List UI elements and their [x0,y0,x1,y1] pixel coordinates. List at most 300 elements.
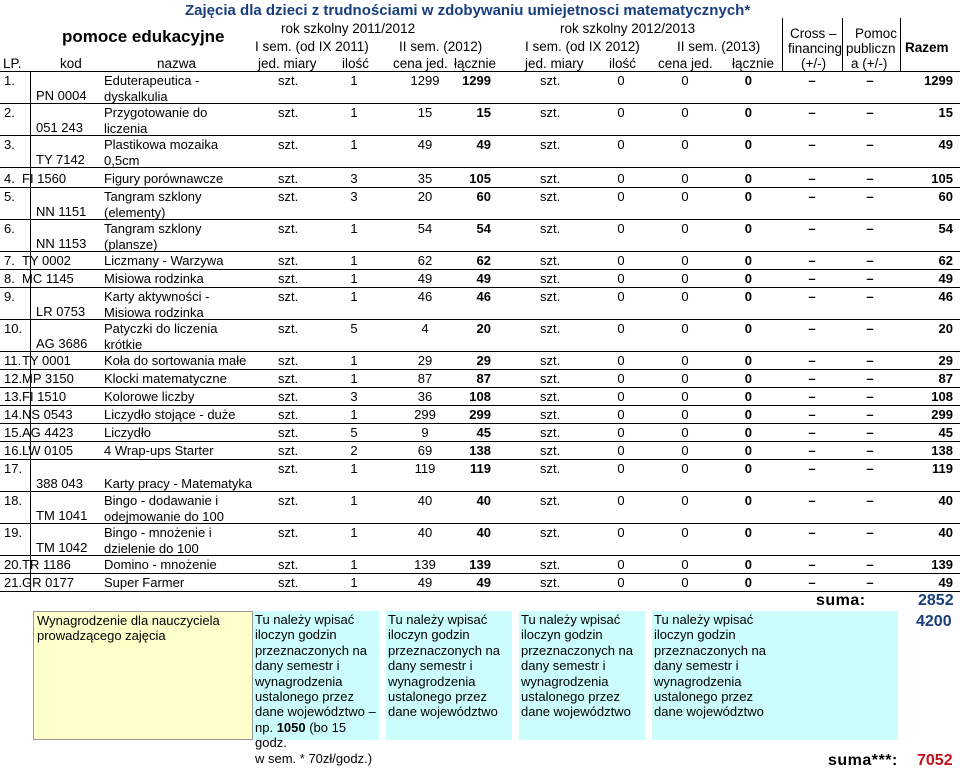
cell-jm2: szt. [540,171,561,186]
cell-pomoc: – [866,371,874,386]
cell-cross: – [808,321,816,336]
cell-lp: 4. [4,171,15,186]
cell-lp: 12. [4,371,23,386]
cell-razem: 60 [938,189,953,204]
cell-jm2: szt. [540,461,561,476]
cell-kod: TM 1041 [36,508,88,523]
header-cross-1: Cross – [790,26,837,41]
cell-jm2: szt. [540,525,561,540]
cell-lacznie: 299 [469,407,491,422]
cell-jm: szt. [278,271,299,286]
header-pomoc-1: Pomoc [855,26,898,41]
cell-nazwa: Super Farmer [104,575,185,590]
cell-lp: 16. [4,443,23,458]
cell-cena2: 0 [681,371,689,386]
cell-nazwa: Patyczki do liczenia [104,321,218,336]
note-line: dany semestr i [654,658,739,674]
cell-nazwa: Koła do sortowania małe [104,353,247,368]
cell-cena2: 0 [681,575,689,590]
cell-kod: AG 3686 [36,336,88,351]
col-cena1: cena jed. [393,56,448,71]
cell-cena: 29 [417,353,433,368]
grid-line [900,18,901,71]
cell-cena2: 0 [681,321,689,336]
cell-cena2: 0 [681,461,689,476]
note-line: iloczyn godzin [654,627,736,643]
cell-cena2: 0 [681,271,689,286]
cell-pomoc: – [866,189,874,204]
cell-jm2: szt. [540,221,561,236]
cell-cena2: 0 [681,137,689,152]
cell-kod: AG 4423 [22,425,74,440]
cell-jm2: szt. [540,321,561,336]
cell-lacznie2: 0 [744,371,752,386]
cell-lacznie: 49 [476,271,491,286]
cell-kod: TY 0001 [22,353,71,368]
cell-lacznie: 105 [469,171,491,186]
cell-ilosc: 5 [350,321,358,336]
cell-ilosc2: 0 [617,105,625,120]
cell-lacznie: 49 [476,575,491,590]
col-nazwa: nazwa [157,56,197,71]
cell-cena2: 0 [681,289,689,304]
cell-pomoc: – [866,443,874,458]
cell-lacznie: 20 [476,321,491,336]
row-divider [0,351,960,352]
cell-jm: szt. [278,461,299,476]
cell-lp: 21. [4,575,23,590]
col-ilosc2: ilość [609,56,637,71]
cell-lacznie2: 0 [744,105,752,120]
cell-lacznie2: 0 [744,289,752,304]
cell-jm: szt. [278,371,299,386]
cell-nazwa: Kolorowe liczby [104,389,195,404]
cell-lp: 10. [4,321,23,336]
cell-cena2: 0 [681,389,689,404]
cell-nazwa: Bingo - mnożenie i [104,525,212,540]
cell-lp: 19. [4,525,23,540]
cell-nazwa: Liczydło stojące - duże [104,407,236,422]
cell-razem: 40 [938,493,953,508]
cell-lacznie: 138 [469,443,491,458]
cell-cena: 119 [414,461,436,476]
cell-jm: szt. [278,73,299,88]
cell-ilosc: 1 [350,73,358,88]
title-asterisk: * [744,2,751,19]
cell-jm2: szt. [540,289,561,304]
cell-jm2: szt. [540,407,561,422]
cell-ilosc: 1 [350,221,358,236]
note-line: wynagrodzenia [521,673,609,689]
cell-cena2: 0 [681,105,689,120]
cell-lacznie2: 0 [744,171,752,186]
cell-ilosc: 1 [350,407,358,422]
header-year2: rok szkolny 2012/2013 [560,21,696,36]
note-line: przeznaczonych na [521,642,634,658]
cell-kod: 051 243 [36,120,83,135]
cell-lacznie2: 0 [744,557,752,572]
cell-nazwa: Bingo - dodawanie i [104,493,219,508]
note-line: ustalonego przez [654,689,754,705]
cell-jm2: szt. [540,271,561,286]
cell-cena2: 0 [681,443,689,458]
suma2-label: suma***: [828,752,898,769]
cell-kod: LW 0105 [22,443,74,458]
grid-line [30,71,31,591]
note-line: ustalonego przez [521,689,621,705]
cell-nazwa: Domino - mnożenie [104,557,217,572]
cell-razem: 49 [938,137,953,152]
cell-lacznie2: 0 [744,443,752,458]
cell-ilosc: 1 [350,353,358,368]
title-text: Zajęcia dla dzieci z trudnościami w zdobywaniu umiejetnosci matematycznych [185,2,745,19]
cell-ilosc: 1 [350,105,358,120]
cell-jm: szt. [278,575,299,590]
note-line: Tu należy wpisać [521,612,621,627]
header-razem: Razem [905,40,949,55]
note-line: dane województwo [388,704,498,720]
cell-kod: GR 0177 [22,575,75,590]
cell-cross: – [808,557,816,572]
cell-cena: 20 [417,189,433,204]
note-line: dane województwo [654,704,764,720]
cell-nazwa: 4 Wrap-ups Starter [104,443,214,458]
note-line: iloczyn godzin [388,627,470,643]
cell-cena: 299 [414,407,436,422]
cell-cena: 46 [417,289,433,304]
cell-lacznie2: 0 [744,461,752,476]
row-divider [0,405,960,406]
cell-jm2: szt. [540,443,561,458]
cell-razem: 49 [938,575,953,590]
cell-lacznie2: 0 [744,189,752,204]
cell-lacznie: 108 [469,389,491,404]
cell-jm: szt. [278,557,299,572]
cell-cena: 54 [417,221,433,236]
cell-ilosc2: 0 [617,461,625,476]
cell-lacznie2: 0 [744,525,752,540]
cell-ilosc2: 0 [617,443,625,458]
cell-cena: 49 [417,137,433,152]
cell-cross: – [808,353,816,368]
cell-kod: MP 3150 [22,371,74,386]
cell-ilosc: 1 [350,493,358,508]
cell-pomoc: – [866,137,874,152]
cell-pomoc: – [866,271,874,286]
cell-jm2: szt. [540,73,561,88]
header-pomoc-2: publiczn [846,41,896,56]
cell-kod: FI 1560 [22,171,67,186]
cell-ilosc2: 0 [617,271,625,286]
cell-lp: 3. [4,137,15,152]
cell-ilosc: 1 [350,289,358,304]
cell-ilosc: 1 [350,253,358,268]
header-divider [0,71,960,72]
cell-ilosc2: 0 [617,221,625,236]
cell-cross: – [808,171,816,186]
cell-lacznie2: 0 [744,407,752,422]
cell-jm2: szt. [540,557,561,572]
cell-ilosc2: 0 [617,389,625,404]
cell-jm: szt. [278,289,299,304]
cell-pomoc: – [866,253,874,268]
cell-jm2: szt. [540,253,561,268]
cell-kod: NN 1151 [36,204,87,219]
cell-lacznie2: 0 [744,321,752,336]
cell-pomoc: – [866,407,874,422]
cell-lp: 1. [4,73,15,88]
row-divider [0,423,960,424]
cell-cena2: 0 [681,221,689,236]
cell-cena: 49 [417,271,433,286]
note-line: dany semestr i [521,658,606,674]
cell-lp: 6. [4,221,15,236]
note-example-post: (bo 15 godz. [255,719,347,751]
cell-razem: 54 [938,221,953,236]
cell-jm2: szt. [540,353,561,368]
header-pomoce: pomoce edukacyjne [62,27,225,46]
cell-cross: – [808,221,816,236]
row-divider [0,441,960,442]
note-example-value: 1050 [276,719,306,735]
cell-jm: szt. [278,253,299,268]
cell-jm: szt. [278,443,299,458]
cell-lp: 11. [4,353,22,368]
cell-nazwa: liczenia [104,121,148,136]
cell-ilosc2: 0 [617,371,625,386]
cell-lacznie: 49 [476,137,491,152]
cell-pomoc: – [866,105,874,120]
cell-lacznie2: 0 [744,137,752,152]
cell-kod: FI 1510 [22,389,67,404]
cell-jm: szt. [278,407,299,422]
cell-cross: – [808,575,816,590]
suma-value: 2852 [918,592,954,609]
cell-ilosc: 1 [350,461,358,476]
cell-lp: 14. [4,407,23,422]
cell-cena2: 0 [681,557,689,572]
cell-cena2: 0 [681,407,689,422]
row-divider [0,387,960,388]
cell-cross: – [808,493,816,508]
cell-cross: – [808,525,816,540]
cell-nazwa: Przygotowanie do [104,105,208,120]
cell-lacznie2: 0 [744,221,752,236]
note-line: dane województwo [521,704,631,720]
cell-pomoc: – [866,321,874,336]
cell-kod: TY 0002 [22,253,71,268]
cell-lacznie2: 0 [744,575,752,590]
cell-cena: 1299 [410,73,440,88]
cell-cena: 9 [421,425,429,440]
cell-ilosc: 3 [350,171,358,186]
cell-cena: 49 [417,575,433,590]
cell-ilosc: 5 [350,425,358,440]
note-line: dany semestr i [255,658,340,674]
cell-kod: PN 0004 [36,88,87,103]
cell-lacznie2: 0 [744,271,752,286]
col-kod: kod [60,56,82,71]
cell-lp: 20. [4,557,23,572]
cell-lacznie: 60 [476,189,491,204]
grid-line [782,18,783,71]
col-lacznie1: łącznie [454,56,497,71]
cell-razem: 108 [931,389,953,404]
cell-nazwa: dzielenie do 100 [104,541,199,556]
note-line: iloczyn godzin [521,627,603,643]
cell-jm: szt. [278,189,299,204]
note-4-text [654,612,778,720]
cell-pomoc: – [866,73,874,88]
cell-lacznie: 46 [476,289,491,304]
note-line: ustalonego przez [255,689,355,705]
cell-lacznie2: 0 [744,493,752,508]
cell-pomoc: – [866,171,874,186]
cell-cena: 36 [417,389,433,404]
cell-lp: 18. [4,493,23,508]
cell-razem: 46 [938,289,953,304]
cell-jm: szt. [278,221,299,236]
cell-cross: – [808,105,816,120]
note-line: Tu należy wpisać [654,612,754,627]
cell-nazwa: odejmowanie do 100 [104,509,224,524]
row-divider [0,369,960,370]
cell-ilosc2: 0 [617,557,625,572]
cell-jm2: szt. [540,105,561,120]
cell-lacznie2: 0 [744,73,752,88]
cell-razem: 119 [932,461,953,476]
note-box-1 [253,611,379,766]
note-example-pre: np. [255,719,277,735]
cell-lacznie: 40 [476,525,491,540]
cell-jm: szt. [278,105,299,120]
note-line: przeznaczonych na [255,642,368,658]
cell-jm2: szt. [540,137,561,152]
cell-lp: 5. [4,189,15,204]
teacher-label: Wynagrodzenie dla nauczyciela prowadzącego zajęcia [37,613,220,644]
cell-jm2: szt. [540,389,561,404]
header-sem1-1: I sem. (od IX 2011) [255,39,369,54]
cell-cena2: 0 [681,353,689,368]
cell-cena: 15 [417,105,433,120]
cell-ilosc2: 0 [617,253,625,268]
header-sem2-1: I sem. (od IX 2012) [525,39,640,54]
cell-lacznie: 1299 [462,73,491,88]
cell-cena: 35 [417,171,433,186]
col-lp: LP. [3,56,22,71]
col-cena2: cena jed. [658,56,713,71]
note-line: iloczyn godzin [255,627,337,643]
note-line: przeznaczonych na [388,642,501,658]
note-line: Tu należy wpisać [255,612,355,627]
teacher-box [33,611,253,740]
col-lacznie2: łącznie [732,56,775,71]
cell-lp: 13. [4,389,23,404]
header-cross-3: (+/-) [801,56,827,71]
cell-nazwa: 0,5cm [104,153,140,168]
cell-nazwa: Liczydło [104,425,151,440]
cell-lacznie2: 0 [744,389,752,404]
row-divider [0,459,960,460]
note-line: wynagrodzenia [255,673,343,689]
cell-jm: szt. [278,321,299,336]
note-line: wynagrodzenia [654,673,742,689]
cell-cena: 4 [421,321,429,336]
cell-kod: NN 1153 [36,236,87,251]
col-jm1: jed. miary [258,56,317,71]
cell-lacznie: 119 [470,461,491,476]
cell-cross: – [808,425,816,440]
cell-lacznie: 87 [476,371,491,386]
cell-jm: szt. [278,425,299,440]
cell-jm: szt. [278,493,299,508]
cell-kod: TR 1186 [22,557,71,572]
cell-pomoc: – [866,525,874,540]
cell-cena: 62 [417,253,433,268]
cell-nazwa: Karty aktywności - [104,289,210,304]
cell-pomoc: – [866,493,874,508]
cell-lp: 17. [4,461,23,476]
cell-ilosc2: 0 [617,407,625,422]
cell-lacznie: 15 [476,105,491,120]
cell-ilosc: 1 [350,271,358,286]
cell-cena: 40 [417,493,433,508]
cell-lp: 9. [4,289,15,304]
cell-cena2: 0 [681,171,689,186]
cell-lp: 8. [4,271,15,286]
cell-ilosc: 1 [350,557,358,572]
row-divider [0,287,960,288]
cell-nazwa: Tangram szklony [104,189,202,204]
header-year1: rok szkolny 2011/2012 [281,21,416,36]
row-divider [0,573,960,574]
cell-razem: 40 [938,525,953,540]
header-sem1-2: II sem. (2012) [399,39,483,54]
cell-ilosc2: 0 [617,575,625,590]
cell-razem: 105 [931,171,953,186]
cell-lacznie: 29 [476,353,491,368]
row-divider [0,167,960,168]
cell-jm: szt. [278,171,299,186]
cell-pomoc: – [866,575,874,590]
grid-line [842,18,843,71]
row-divider [0,269,960,270]
cell-cross: – [808,443,816,458]
cell-cena2: 0 [681,493,689,508]
header-sem2-2: II sem. (2013) [677,39,761,54]
cell-cross: – [808,371,816,386]
cell-cross: – [808,137,816,152]
cell-ilosc: 2 [350,443,358,458]
cell-lacznie2: 0 [744,353,752,368]
cell-razem: 62 [938,253,953,268]
cell-jm2: szt. [540,493,561,508]
cell-nazwa: Karty pracy - Matematyka [104,476,253,491]
cell-lacznie: 45 [476,425,491,440]
cell-ilosc: 1 [350,137,358,152]
cell-lacznie: 54 [476,221,491,236]
cell-pomoc: – [866,353,874,368]
cell-razem: 29 [938,353,953,368]
suma2-value: 7052 [917,752,953,769]
cell-ilosc: 1 [350,525,358,540]
cell-ilosc: 1 [350,371,358,386]
cell-cena2: 0 [681,253,689,268]
cell-cross: – [808,407,816,422]
cell-lp: 7. [4,253,15,268]
cell-ilosc2: 0 [617,137,625,152]
cell-kod: 388 043 [36,476,83,491]
